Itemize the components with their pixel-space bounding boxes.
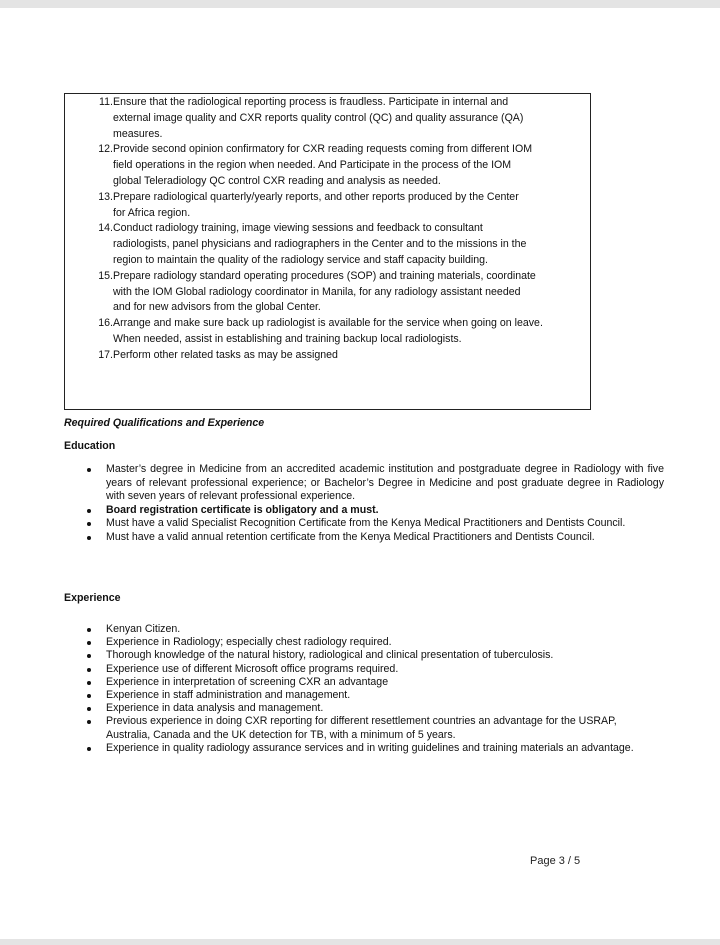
bullet-icon — [87, 536, 91, 540]
experience-item: Experience in Radiology; especially chest radiology required. — [64, 636, 654, 649]
duty-line: Prepare radiological quarterly/yearly reports, and other reports produced by the Center — [113, 190, 519, 203]
duty-line: external image quality and CXR reports quality control (QC) and quality assurance (QA) — [113, 111, 524, 124]
duty-number: 17. — [98, 348, 113, 361]
education-heading: Education — [64, 440, 116, 452]
bullet-icon — [87, 707, 91, 711]
duty-line: radiologists, panel physicians and radiographers in the Center and to the missions in the — [113, 238, 527, 251]
experience-heading: Experience — [64, 592, 121, 604]
viewer-top-bar — [0, 0, 720, 8]
page-number: Page 3 / 5 — [530, 855, 581, 867]
duty-line: Prepare radiology standard operating procedures (SOP) and training materials, coordinate — [113, 269, 536, 282]
duty-number: 12. — [98, 143, 113, 156]
bullet-icon — [87, 628, 91, 632]
education-item: Master’s degree in Medicine from an accredited academic institution and postgraduate degree in Radiology with five years of relevant professional experience; or Bachelor’s Degree in Medicine and post graduate degree in Radiology with seven years of relevant professional experience. — [64, 463, 664, 504]
bullet-icon — [87, 747, 91, 751]
duty-line: region to maintain the quality of the radiology service and staff capacity building. — [113, 253, 488, 266]
experience-item: Experience use of different Microsoft office programs required. — [64, 663, 654, 676]
viewer-bottom-bar — [0, 939, 720, 945]
bullet-icon — [87, 468, 91, 472]
education-item: Must have a valid Specialist Recognition Certificate from the Kenya Medical Practitioners and Dentists Council. — [64, 517, 664, 531]
duty-number: 16. — [98, 317, 113, 330]
education-item: Must have a valid annual retention certificate from the Kenya Medical Practitioners and Dentists Council. — [64, 531, 664, 545]
bullet-icon — [87, 522, 91, 526]
duty-number: 14. — [98, 222, 113, 235]
duty-line: When needed, assist in establishing and training backup local radiologists. — [113, 332, 462, 345]
duty-number: 13. — [98, 190, 113, 203]
experience-item: Kenyan Citizen. — [64, 623, 654, 636]
duty-number: 15. — [98, 269, 113, 282]
duty-line: for Africa region. — [113, 206, 191, 219]
duty-line: field operations in the region when needed. And Participate in the process of the IOM — [113, 159, 512, 172]
education-item: Board registration certificate is obligatory and a must. — [64, 504, 664, 518]
experience-item: Previous experience in doing CXR reporting for different resettlement countries an advantage for the USRAP, Australia, Canada and the UK detection for TB, with a minimum of 5 years. — [64, 715, 654, 741]
education-list — [64, 463, 664, 545]
duty-line: Ensure that the radiological reporting process is fraudless. Participate in internal and — [113, 96, 509, 108]
bullet-icon — [87, 694, 91, 698]
experience-item: Experience in staff administration and management. — [64, 689, 654, 702]
experience-item: Experience in interpretation of screening CXR an advantage — [64, 676, 654, 689]
bullet-icon — [87, 509, 91, 513]
bullet-icon — [87, 681, 91, 685]
bullet-icon — [87, 720, 91, 724]
duties-box — [64, 93, 591, 410]
duty-line: Conduct radiology training, image viewing sessions and feedback to consultant — [113, 222, 483, 235]
experience-item: Experience in data analysis and management. — [64, 702, 654, 715]
duty-line: Arrange and make sure back up radiologist is available for the service when going on leave. — [113, 317, 543, 330]
duty-line: and for new advisors from the global Center. — [113, 301, 321, 314]
duty-line: with the IOM Global radiology coordinator in Manila, for any radiology assistant needed — [113, 285, 521, 298]
qualifications-heading: Required Qualifications and Experience — [64, 417, 265, 429]
duty-line: Perform other related tasks as may be assigned — [113, 348, 338, 361]
duty-line: Provide second opinion confirmatory for CXR reading requests coming from different IOM — [113, 143, 533, 156]
bullet-icon — [87, 641, 91, 645]
experience-item: Experience in quality radiology assurance services and in writing guidelines and training materials an advantage. — [64, 742, 654, 755]
bullet-icon — [87, 668, 91, 672]
experience-item: Thorough knowledge of the natural history, radiological and clinical presentation of tuberculosis. — [64, 649, 654, 662]
duty-number: 11. — [99, 96, 113, 108]
bullet-icon — [87, 654, 91, 658]
experience-list — [64, 623, 654, 755]
duty-line: global Teleradiology QC control CXR reading and analysis as needed. — [113, 174, 441, 187]
duty-line: measures. — [113, 127, 163, 140]
